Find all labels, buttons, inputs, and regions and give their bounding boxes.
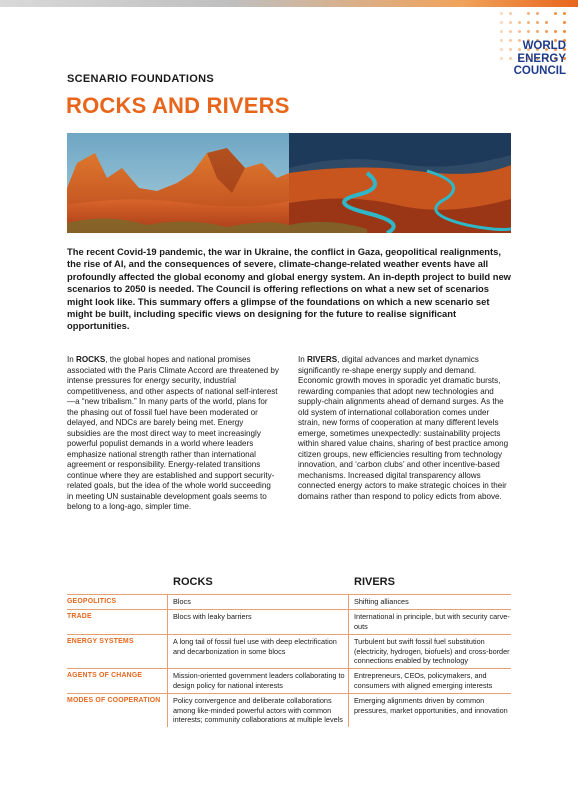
rivers-cell: Emerging alignments driven by common pressures, market opportunities, and innovation: [348, 694, 511, 727]
row-label: ENERGY SYSTEMS: [67, 638, 134, 646]
decorative-dot: [554, 12, 557, 15]
decorative-dot: [500, 48, 503, 51]
rocks-cell: A long tail of fossil fuel use with deep electrification and decarbonization in some blocs: [167, 635, 348, 668]
rocks-cell: Blocs with leaky barriers: [167, 610, 348, 634]
decorative-dot: [500, 12, 503, 15]
decorative-dot: [527, 30, 530, 33]
row-label: MODES OF COOPERATION: [67, 697, 161, 705]
rivers-cell: Entrepreneurs, CEOs, policymakers, and consumers with aligned emerging interests: [348, 669, 511, 693]
decorative-dot: [563, 30, 566, 33]
rocks-description: [67, 355, 279, 513]
decorative-dot: [554, 30, 557, 33]
decorative-dot: [509, 48, 512, 51]
rivers-cell: International in principle, but with security carve-outs: [348, 610, 511, 634]
intro-paragraph: The recent Covid-19 pandemic, the war in Ukraine, the conflict in Gaza, geopolitical realignments, the rise of AI, and the consequences of severe, climate-change-related weather events have all profoundly affected the global economy and global energy system. An in-depth project to build new scenarios to 2050 is needed. The Council is offering reflections on what a new set of scenarios might look like. This summary offers a glimpse of the foundations on which a new scenario set might be built, including specific views on designing for the future to realise significant opportunities.: [67, 246, 511, 332]
header-rivers: RIVERS: [354, 576, 395, 588]
decorative-dot: [536, 30, 539, 33]
decorative-dot: [518, 30, 521, 33]
row-label: GEOPOLITICS: [67, 598, 117, 605]
rivers-description: [298, 355, 513, 502]
table-row-modes-of-cooperation: [67, 693, 511, 727]
table-row-agents-of-change: [67, 668, 511, 693]
decorative-dot: [500, 39, 503, 42]
rivers-body: , digital advances and market dynamics significantly re-shape energy supply and demand. Economic growth moves in sporadic yet dramatic bursts, rewarding companies that adopt new technologies and supply-chain alignments ahead of demand surges. As the old system of international collaboration comes under strain, new forms of cooperation at many different levels emerge, sometimes unexpectedly: sustainability projects within shared value chains, sharing of best practice among citizen groups, new efficiencies resulting from technology innovation, and ‘carbon clubs’ and other incentive-based mechanisms. Increased digital transparency allows connected energy actors to make strategic choices in their domains rather than respond to policy edicts from above.: [298, 355, 509, 501]
table-header: [67, 570, 511, 594]
rocks-keyword: ROCKS: [76, 355, 106, 364]
decorative-dot: [500, 30, 503, 33]
decorative-dot: [500, 21, 503, 24]
landscape-illustration: [67, 133, 511, 233]
rocks-cell: Blocs: [167, 595, 348, 609]
row-label: AGENTS OF CHANGE: [67, 672, 143, 680]
logo-line-1: WORLD: [522, 40, 566, 52]
decorative-dot: [509, 39, 512, 42]
decorative-dot: [509, 30, 512, 33]
rocks-lead: In: [67, 355, 76, 364]
decorative-dot: [527, 21, 530, 24]
comparison-table: [67, 570, 511, 727]
decorative-dot: [536, 21, 539, 24]
rocks-cell: Mission-oriented government leaders collaborating to design policy for national interests: [167, 669, 348, 693]
rivers-cell: Turbulent but swift fossil fuel substitution (electricity, hydrogen, biofuels) and cross-border connections enabled by technology: [348, 635, 511, 668]
decorative-dot: [536, 12, 539, 15]
page-title: ROCKS AND RIVERS: [66, 93, 290, 118]
decorative-dot: [518, 21, 521, 24]
table-row-geopolitics: [67, 594, 511, 609]
logo-line-2: ENERGY: [517, 52, 566, 65]
rocks-cell: Policy convergence and deliberate collaborations among like-minded powerful actors with common interests; community collaborations at multiple levels: [167, 694, 348, 727]
rivers-keyword: RIVERS: [307, 355, 338, 364]
decorative-dot: [527, 12, 530, 15]
decorative-dot: [509, 21, 512, 24]
decorative-dot: [500, 57, 503, 60]
decorative-dot: [509, 12, 512, 15]
rivers-lead: In: [298, 355, 307, 364]
decorative-dot: [563, 21, 566, 24]
rocks-body: , the global hopes and national promises associated with the Paris Climate Accord are threatened by intense pressures for energy security, industrial competitiveness, and other aspects of national self-interest—a “new tribalism.” In many parts of the world, plans for the phasing out of fossil fuel have been moderated or delayed, and NDCs are barely being met. Energy subsidies are the most direct way to meet increasingly powerful populist demands in a world where leaders emphasize national strength rather than international agreement or responsibility. Energy-related transitions continue where they are established and support security-related goals, but the idea of the whole world succeeding in meeting UN sustainable development goals seems to belong to a long-ago, simpler time.: [67, 355, 279, 511]
decorative-dot: [545, 30, 548, 33]
decorative-dot: [563, 12, 566, 15]
decorative-dot: [509, 57, 512, 60]
top-gradient-bar: [0, 0, 578, 7]
rivers-cell: Shifting alliances: [348, 595, 511, 609]
table-row-energy-systems: [67, 634, 511, 668]
section-eyebrow: SCENARIO FOUNDATIONS: [67, 73, 214, 85]
header-rocks: ROCKS: [173, 576, 213, 588]
world-energy-council-logo[interactable]: [514, 40, 566, 78]
logo-line-3: COUNCIL: [513, 65, 566, 77]
table-row-trade: [67, 609, 511, 634]
row-label: TRADE: [67, 613, 92, 621]
decorative-dot: [545, 21, 548, 24]
